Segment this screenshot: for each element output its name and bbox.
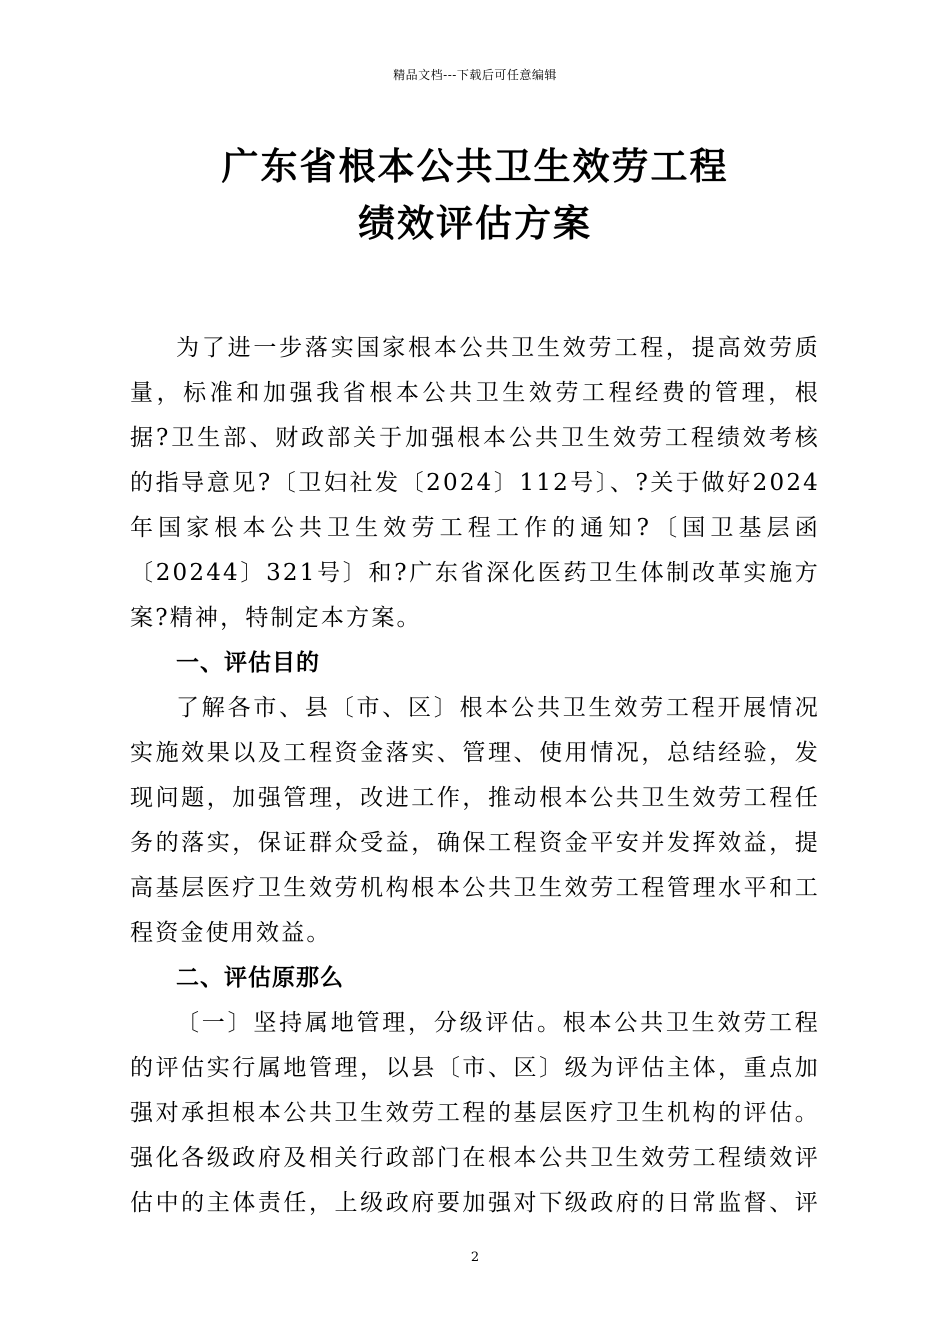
section-2-heading: 二、评估原那么: [176, 965, 344, 991]
intro-paragraph: 为了进一步落实国家根本公共卫生效劳工程，提高效劳质量，标准和加强我省根本公共卫生效劳工程经费的管理，根据?卫生部、财政部关于加强根本公共卫生效劳工程绩效考核的指导意见?〔卫妇社发〔2024〕112号〕、?关于做好2024年国家根本公共卫生效劳工程工作的通知?〔国卫基层函〔20244〕321号〕和?广东省深化医药卫生体制改革实施方案?精神，特制定本方案。: [130, 335, 820, 631]
section-1-heading: 一、评估目的: [176, 650, 320, 676]
page-number: 2: [470, 1250, 480, 1265]
section-2-paragraph: 〔一〕坚持属地管理，分级评估。根本公共卫生效劳工程的评估实行属地管理，以县〔市、区〕级为评估主体，重点加强对承担根本公共卫生效劳工程的基层医疗卫生机构的评估。强化各级政府及相关行政部门在根本公共卫生效劳工程绩效评估中的主体责任，上级政府要加强对下级政府的日常监督、评: [130, 1010, 820, 1216]
document-title-line-1: 广东省根本公共卫生效劳工程: [221, 145, 729, 188]
document-body: [130, 326, 820, 1226]
page-header-note: 精品文档---下载后可任意编辑: [393, 68, 557, 82]
document-title-line-2: 绩效评估方案: [358, 202, 592, 245]
section-1-paragraph: 了解各市、县〔市、区〕根本公共卫生效劳工程开展情况实施效果以及工程资金落实、管理、使用情况，总结经验，发现问题，加强管理，改进工作，推动根本公共卫生效劳工程任务的落实，保证群众受益，确保工程资金平安并发挥效益，提高基层医疗卫生效劳机构根本公共卫生效劳工程管理水平和工程资金使用效益。: [130, 695, 820, 946]
